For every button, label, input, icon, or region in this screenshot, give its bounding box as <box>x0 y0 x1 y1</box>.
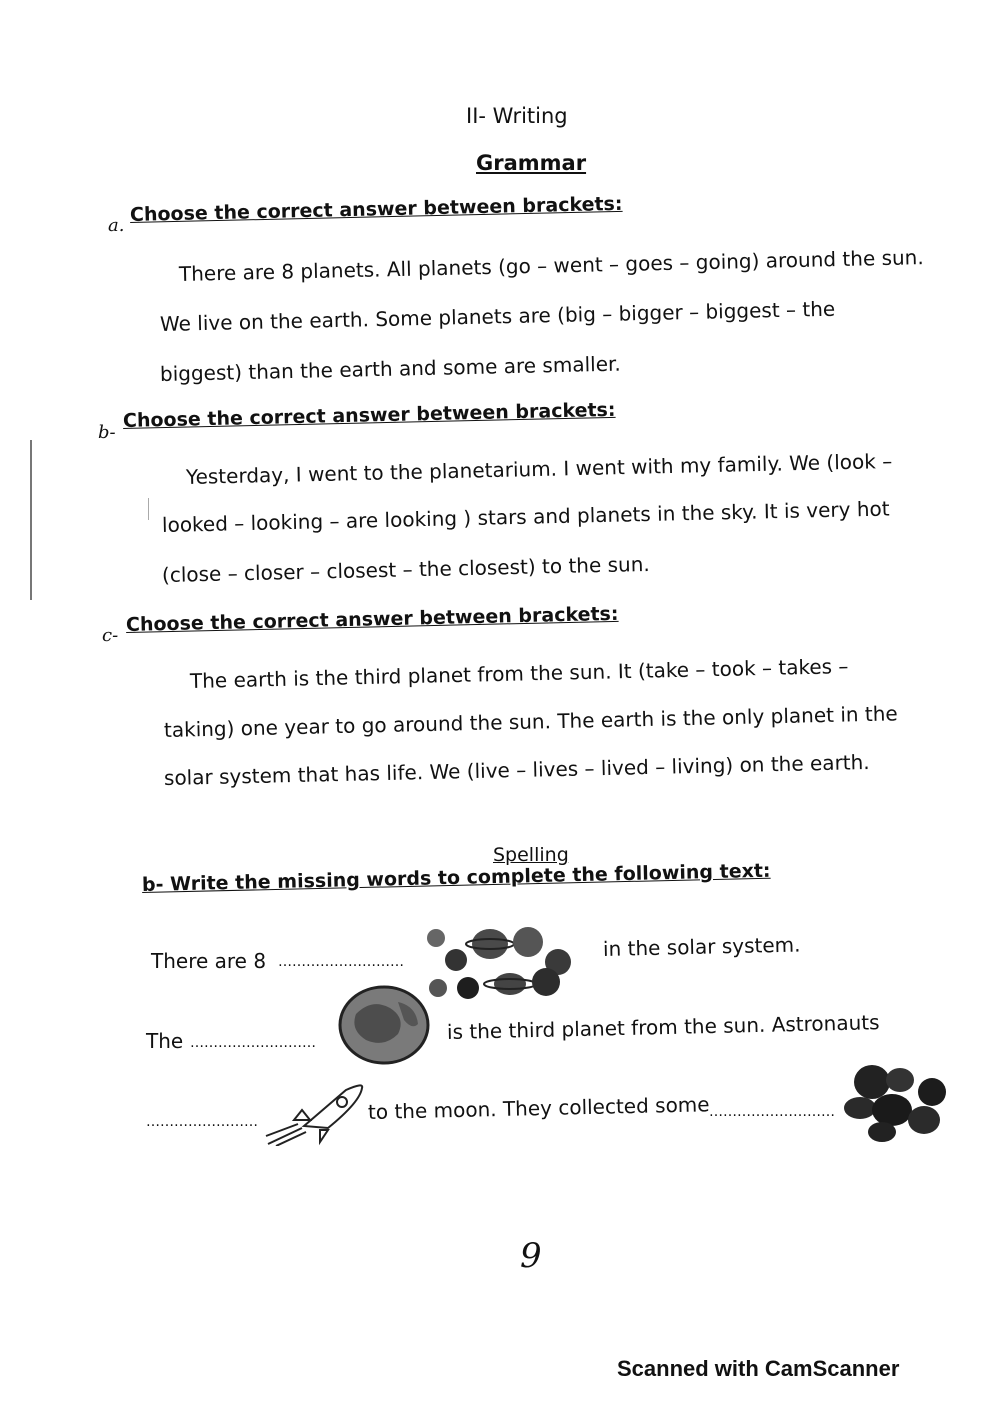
planet-8 <box>532 968 560 996</box>
planet-4 <box>513 927 543 957</box>
question-b-line-3: (close – closer – closest – the closest) to the sun. <box>161 551 650 587</box>
scan-speck <box>148 498 149 520</box>
spelling-line-2-start: The <box>146 1029 184 1053</box>
spelling-line-3-mid: to the moon. They collected some <box>367 1092 710 1124</box>
rocket-body <box>304 1085 362 1128</box>
answer-blank-went[interactable]: …………………… <box>146 1114 258 1130</box>
spelling-line-1-end: in the solar system. <box>602 932 801 961</box>
question-c-instruction: Choose the correct answer between brackets: <box>125 602 619 636</box>
answer-blank-rocks[interactable]: ……………………… <box>709 1104 835 1120</box>
question-c-line-3: solar system that has life. We (live – lives – lived – living) on the earth. <box>163 749 870 790</box>
planet-saturn <box>494 973 526 995</box>
rocket-window <box>337 1097 347 1107</box>
question-a-instruction: Choose the correct answer between brackets: <box>129 192 623 226</box>
rocket-flame-lines <box>266 1124 306 1146</box>
spelling-line-1-start: There are 8 <box>151 949 267 973</box>
question-marker-c: c- <box>102 625 119 646</box>
question-marker-b: b- <box>98 422 116 443</box>
earth-illustration <box>336 984 432 1066</box>
spelling-instruction: b- Write the missing words to complete the following text: <box>141 859 771 896</box>
section-title: II- Writing <box>466 104 568 128</box>
question-c-line-2: taking) one year to go around the sun. The earth is the only planet in the <box>163 701 898 742</box>
question-c-line-1: The earth is the third planet from the sun. It (take – took – takes – <box>189 654 849 693</box>
rock-5 <box>872 1094 912 1126</box>
spelling-title: Spelling <box>493 844 569 866</box>
planet-3 <box>472 929 508 959</box>
rock-3 <box>918 1078 946 1106</box>
rock-6 <box>908 1106 940 1134</box>
rocket-fin-2 <box>320 1130 328 1142</box>
question-marker-a: a. <box>108 215 125 236</box>
page-number: 9 <box>520 1236 542 1276</box>
planet-1 <box>427 929 445 947</box>
planets-illustration <box>418 924 578 1002</box>
rock-4 <box>844 1097 876 1119</box>
scanner-watermark: Scanned with CamScanner <box>617 1356 900 1381</box>
planet-7 <box>457 977 479 999</box>
question-b-line-2: looked – looking – are looking ) stars and planets in the sky. It is very hot <box>161 496 890 537</box>
question-a-line-3: biggest) than the earth and some are smaller. <box>159 351 621 386</box>
planet-2 <box>445 949 467 971</box>
rocket-illustration <box>264 1080 370 1146</box>
grammar-title: Grammar <box>476 151 587 175</box>
spelling-line-2-end: is the third planet from the sun. Astronauts <box>446 1010 880 1044</box>
question-a-line-2: We live on the earth. Some planets are (big – bigger – biggest – the <box>159 296 836 336</box>
rock-7 <box>868 1122 896 1142</box>
answer-blank-planets[interactable]: ……………………… <box>278 954 404 970</box>
question-b-line-1: Yesterday, I went to the planetarium. I went with my family. We (look – <box>185 448 893 489</box>
question-b-instruction: Choose the correct answer between brackets: <box>122 398 616 432</box>
rocket-fin <box>294 1110 310 1120</box>
rocks-illustration <box>838 1058 950 1144</box>
scan-edge-line <box>30 440 32 600</box>
rock-1 <box>854 1065 890 1099</box>
rock-2 <box>886 1068 914 1092</box>
question-a-line-1: There are 8 planets. All planets (go – went – goes – going) around the sun. <box>178 245 924 286</box>
answer-blank-earth[interactable]: ……………………… <box>190 1035 316 1051</box>
